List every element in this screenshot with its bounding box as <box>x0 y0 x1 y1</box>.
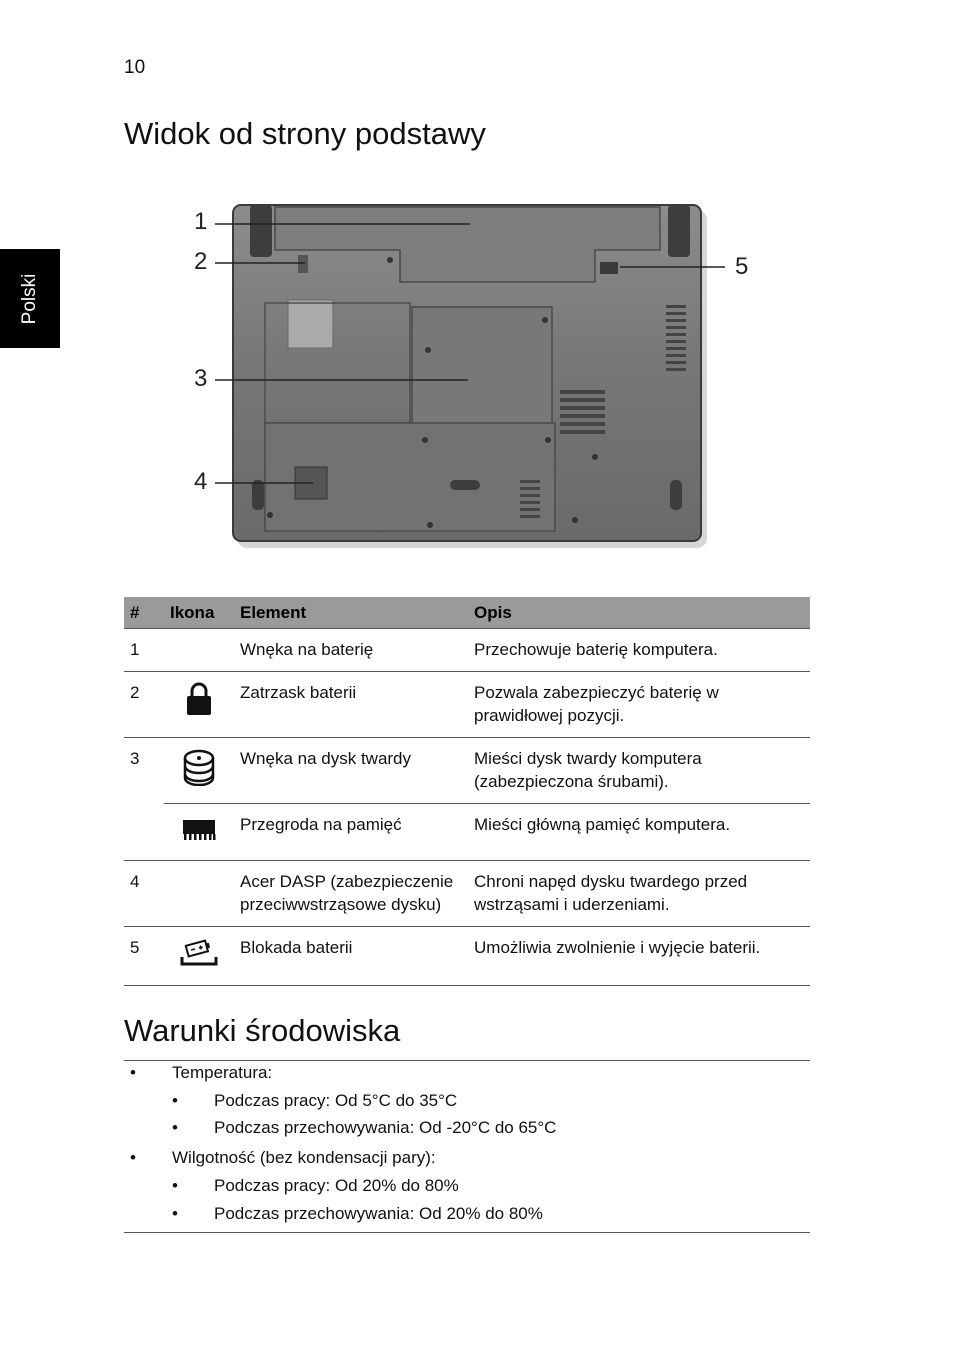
row-element: Wnęka na dysk twardy <box>234 738 468 804</box>
laptop-bottom-illustration <box>180 195 780 555</box>
row-element: Acer DASP (zabezpieczenie przeciwwstrząsowe dysku) <box>234 861 468 927</box>
header-number: # <box>124 597 164 629</box>
row-number <box>124 804 164 861</box>
parts-table <box>124 597 810 986</box>
callout-3: 3 <box>194 365 208 392</box>
bullet: • <box>172 1091 178 1110</box>
row-description: Przechowuje baterię komputera. <box>468 629 810 672</box>
bullet: • <box>130 1148 136 1167</box>
header-description: Opis <box>468 597 810 629</box>
env-item-humidity: Wilgotność (bez kondensacji pary): <box>172 1148 436 1167</box>
row-description: Chroni napęd dysku twardego przed wstrząsami i uderzeniami. <box>468 861 810 927</box>
row-description: Umożliwia zwolnienie i wyjęcie baterii. <box>468 927 810 986</box>
row-element: Zatrzask baterii <box>234 672 468 738</box>
row-description: Pozwala zabezpieczyć baterię w prawidłowej pozycji. <box>468 672 810 738</box>
row-number: 1 <box>124 629 164 672</box>
env-item-temperature: Temperatura: <box>172 1063 273 1082</box>
table-row <box>124 738 810 804</box>
memory-icon <box>181 814 217 844</box>
row-element: Blokada baterii <box>234 927 468 986</box>
battery-release-icon <box>179 937 219 969</box>
callout-2: 2 <box>194 248 208 275</box>
env-subitem: Podczas przechowywania: Od -20°C do 65°C <box>214 1118 557 1137</box>
callout-4: 4 <box>194 468 208 495</box>
row-description: Mieści dysk twardy komputera (zabezpieczona śrubami). <box>468 738 810 804</box>
table-row <box>124 629 810 672</box>
hard-disk-icon <box>181 748 217 786</box>
section-title-bottom-view: Widok od strony podstawy <box>124 116 486 151</box>
row-icon <box>164 629 234 672</box>
bullet: • <box>172 1176 178 1195</box>
environment-bottom-rule <box>124 1232 810 1233</box>
row-icon <box>164 738 234 804</box>
lock-icon <box>184 682 214 716</box>
row-icon <box>164 804 234 861</box>
table-row <box>124 672 810 738</box>
bullet: • <box>172 1204 178 1223</box>
bullet: • <box>172 1118 178 1137</box>
table-row <box>124 861 810 927</box>
header-icon: Ikona <box>164 597 234 629</box>
table-row <box>124 927 810 986</box>
table-header-row <box>124 597 810 629</box>
row-description: Mieści główną pamięć komputera. <box>468 804 810 861</box>
env-subitem: Podczas pracy: Od 5°C do 35°C <box>214 1091 458 1110</box>
row-number: 3 <box>130 749 140 768</box>
row-number: 5 <box>124 927 164 986</box>
row-number: 4 <box>124 861 164 927</box>
row-element: Wnęka na baterię <box>234 629 468 672</box>
section-title-environment: Warunki środowiska <box>124 1013 401 1048</box>
row-icon <box>164 861 234 927</box>
row-icon <box>164 927 234 986</box>
language-side-tab <box>0 249 60 348</box>
header-element: Element <box>234 597 468 629</box>
callout-5: 5 <box>735 253 749 280</box>
page-number: 10 <box>124 57 146 78</box>
bullet: • <box>130 1063 136 1082</box>
row-icon <box>164 672 234 738</box>
laptop-bottom-figure <box>180 195 780 555</box>
callout-1: 1 <box>194 208 208 235</box>
row-number: 2 <box>124 672 164 738</box>
table-row <box>124 804 810 861</box>
env-subitem: Podczas pracy: Od 20% do 80% <box>214 1176 459 1195</box>
env-subitem: Podczas przechowywania: Od 20% do 80% <box>214 1204 543 1223</box>
environment-top-rule <box>124 1060 810 1061</box>
row-element: Przegroda na pamięć <box>234 804 468 861</box>
side-tab-label: Polski <box>19 273 40 325</box>
